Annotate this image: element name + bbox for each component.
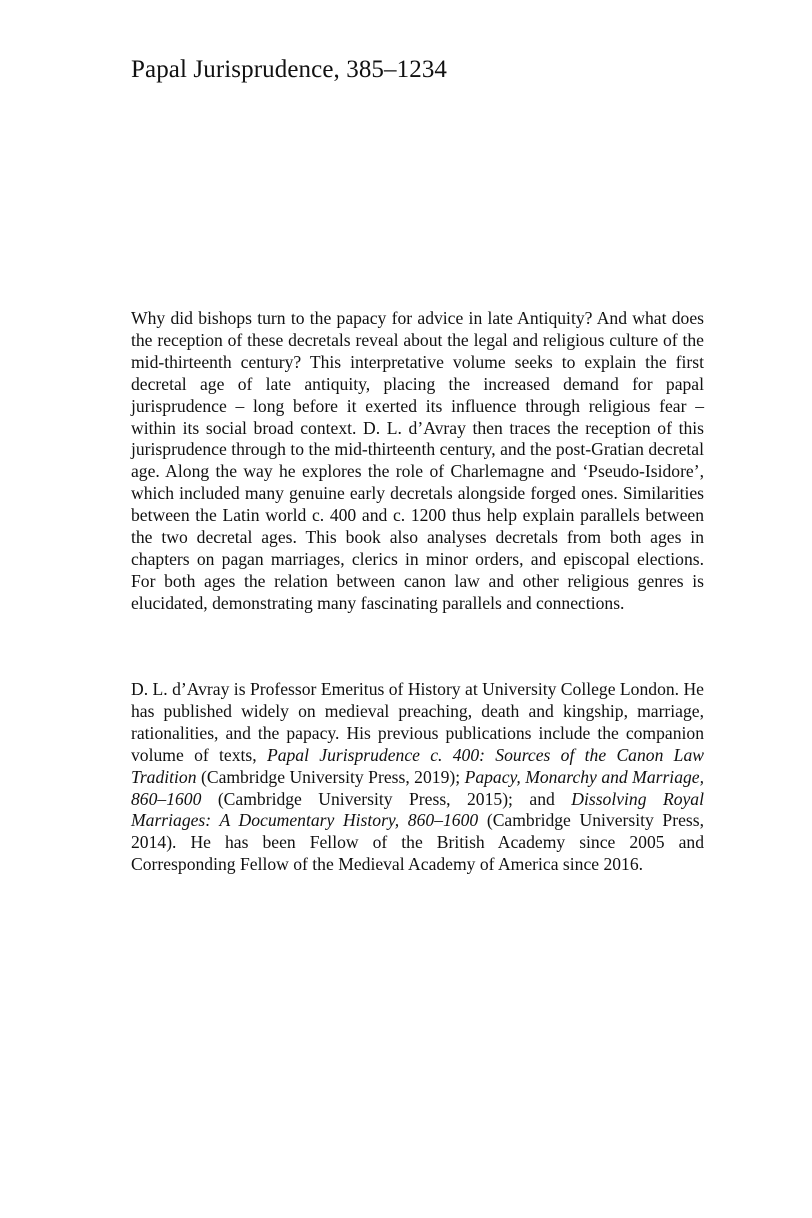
bio-text-2: (Cambridge University Press, 2019); [196, 766, 465, 787]
bio-text-1: D. L. d’Avray is Professor Emeritus of History at University College London. He has published widely on medieval preaching, death and kingship, marriage, rationalities, and the papacy. His previous publications include the companion volume of texts, [131, 679, 704, 765]
book-title-papacy-monarchy-marriage: Papacy, Monarchy and Marriage, 860–1600 [131, 766, 705, 809]
book-title-papal-jurisprudence: Papal Jurisprudence c. 400: Sources of the Canon Law Tradition [131, 744, 704, 787]
bio-text-3: (Cambridge University Press, 2015); and [201, 788, 572, 809]
author-biography [131, 679, 704, 876]
page-title: Papal Jurisprudence, 385–1234 [131, 56, 448, 83]
book-description: Why did bishops turn to the papacy for advice in late Antiquity? And what does the reception of these decretals reveal about the legal and religious culture of the mid-thirteenth century? This interpretative volume seeks to explain the first decretal age of late antiquity, placing the increased demand for papal jurisprudence – long before it exerted its influence through religious fear – within its social broad context. D. L. d’Avray then traces the reception of this jurisprudence through to the mid-thirteenth century, and the post-Gratian decretal age. Along the way he explores the role of Charlemagne and ‘Pseudo-Isidore’, which included many genuine early decretals alongside forged ones. Similarities between the Latin world c. 400 and c. 1200 thus help explain parallels between the two decretal ages. This book also analyses decretals from both ages in chapters on pagan marriages, clerics in minor orders, and episcopal elections. For both ages the relation between canon law and other religious genres is elucidated, demonstrating many fascinating parallels and connections. [131, 308, 704, 613]
book-title-dissolving-royal-marriages: Dissolving Royal Marriages: A Documentary History, 860–1600 [131, 788, 704, 831]
bio-text-4: (Cambridge University Press, 2014). He has been Fellow of the British Academy since 2005 and Corresponding Fellow of the Medieval Academy of America since 2016. [131, 810, 704, 875]
